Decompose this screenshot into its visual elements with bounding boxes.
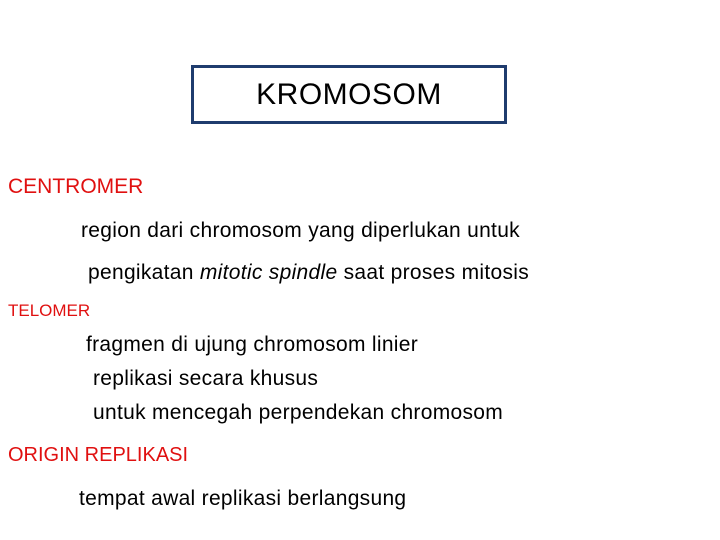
telomer-line-2: replikasi secara khusus (93, 367, 319, 390)
heading-telomer: TELOMER (8, 301, 91, 320)
centromer-line-2-italic: mitotic spindle (199, 261, 338, 284)
centromer-line-2-before: pengikatan (88, 261, 200, 284)
centromer-line-2-after: saat proses mitosis (337, 261, 530, 284)
telomer-line-3: untuk mencegah perpendekan chromosom (93, 401, 504, 424)
telomer-line-1: fragmen di ujung chromosom linier (86, 333, 419, 356)
centromer-line-2 (88, 261, 529, 285)
title-box (191, 65, 507, 124)
origin-line-1: tempat awal replikasi berlangsung (79, 487, 407, 510)
heading-centromer: CENTROMER (8, 175, 144, 198)
heading-origin-replikasi: ORIGIN REPLIKASI (8, 444, 189, 466)
centromer-line-1: region dari chromosom yang diperlukan untuk (81, 219, 520, 242)
slide-title: KROMOSOM (256, 77, 442, 111)
